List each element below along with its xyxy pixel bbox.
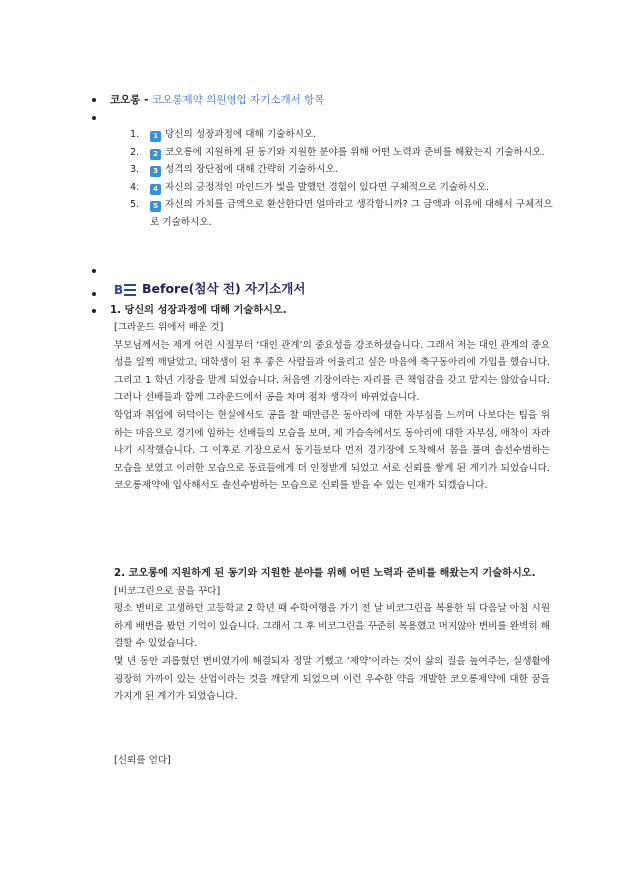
header-separator: - xyxy=(140,94,153,106)
section2-paragraph2: 몇 년 동안 괴롭혔던 변비였기에 해결되자 정말 기뻤고 ‘제약’이라는 것이 삶의 질을 높여주는, 실생활에 굉장히 가까이 있는 산업이라는 것을 깨닫게 되었으며 이런 우수한 약을 개발한 코오롱제약에 대한 꿈을 가지게 된 계기가 되었습니다. xyxy=(114,655,550,703)
section1-paragraph1: 부모님께서는 제게 어린 시절부터 ‘대인 관계’의 중요성을 강조하셨습니다. 그래서 저는 대인 관계의 중요성을 일찍 깨달았고, 대학생이 된 후 좋은 사람들과 어울리고 싶은 마음에 축구동아리에 가입을 했습니다. 그리고 1 학년 기장을 맡게 되었습니다. 처음엔 기장이라는 자리를 큰 책임감을 갖고 맡지는 않았습니다. 그러나 선배들과 함께 그라운드에서 공을 차며 점차 생각이 바뀌었습니다. xyxy=(114,339,550,404)
section2-subtitle: [비코그린으로 꿈을 꾸다] xyxy=(114,585,221,597)
logo-lines xyxy=(124,284,136,299)
question-item xyxy=(130,179,560,197)
question-item xyxy=(130,196,560,231)
number-badge-icon: 3 xyxy=(150,166,161,177)
section2-paragraph1: 평소 변비로 고생하던 고등학교 2 학년 때 수학여행을 가기 전 날 비코그린을 복용한 뒤 다음날 아침 시원하게 배변을 봤던 기억이 있습니다. 그래서 그 후 비코그린을 꾸준히 복용했고 머지않아 변비를 완벽히 해결할 수 있었습니다. xyxy=(114,603,550,650)
number-badge-icon: 4 xyxy=(150,184,161,195)
section3-subtitle: [신뢰를 얻다] xyxy=(114,755,171,766)
section1-paragraph2: 학업과 취업에 허덕이는 현실에서도 공을 찰 때만큼은 동아리에 대한 자부심을 느끼며 나보다는 팀을 위하는 마음으로 경기에 임하는 선배들의 모습을 보며, 제 가슴속에서도 동아리에 대한 자부심, 애착이 자라나기 시작했습니다. 그 이후로 기장으로서 동기들보다 먼저 경기장에 도착해서 몸을 풀며 솔선수범하는 모습을 보였고 이러한 모습으로 동료들에게 더 인정받게 되었고 서로 신뢰를 쌓게 된 계기가 되었습니다. 코오롱제약에 입사해서도 솔선수범하는 모습으로 신뢰를 받을 수 있는 인재가 되겠습니다. xyxy=(114,409,550,492)
question-number: 3. xyxy=(130,164,140,175)
header-title-link[interactable]: 코오롱제약 의원영업 자기소개서 항목 xyxy=(152,94,325,106)
before-logo-icon xyxy=(112,280,138,298)
section2-heading: 2. 코오롱에 지원하게 된 동기와 지원한 분야를 위해 어떤 노력과 준비를 해왔는지 기술하시오. xyxy=(114,568,536,579)
bullet-dot xyxy=(92,98,96,102)
questions-list xyxy=(130,126,560,231)
question-text: 자신의 가치를 금액으로 환산한다면 얼마라고 생각합니까? 그 금액과 이유에 대해서 구체적으로 기술하시오. xyxy=(150,199,553,228)
question-text: 당신의 성장과정에 대해 기술하시오. xyxy=(165,129,317,140)
number-badge-icon: 5 xyxy=(150,201,161,212)
question-item xyxy=(130,126,560,144)
question-number: 5. xyxy=(130,199,140,210)
section3-body xyxy=(114,752,550,770)
number-badge-icon: 2 xyxy=(150,149,161,160)
question-number: 4. xyxy=(130,181,140,193)
number-badge-icon: 1 xyxy=(150,131,161,142)
question-text: 코오롱에 지원하게 된 동기와 지원한 분야를 위해 어떤 노력과 준비를 해왔는지 기술하시오. xyxy=(165,146,545,158)
question-text: 자신의 긍정적인 마인드가 빛을 발했던 경험이 있다면 구체적으로 기술하시오. xyxy=(165,181,490,193)
section1-subtitle: [그라운드 위에서 배운 것] xyxy=(114,322,224,333)
section1-body xyxy=(114,319,550,495)
bullet-dot xyxy=(92,309,96,313)
logo-letter: B xyxy=(114,283,124,297)
bullet-dot xyxy=(92,292,96,296)
question-item xyxy=(130,161,560,179)
question-item xyxy=(130,144,560,162)
bullet-dot xyxy=(92,269,96,273)
header-line xyxy=(110,93,324,107)
question-text: 성격의 장단점에 대해 간략히 기술하시오. xyxy=(165,164,338,175)
section1-heading: 1. 당신의 성장과정에 대해 기술하시오. xyxy=(110,305,287,316)
banner-title: Before(첨삭 전) 자기소개서 xyxy=(142,281,306,296)
question-number: 2. xyxy=(130,146,140,158)
company-name: 코오롱 xyxy=(110,94,141,106)
question-number: 1. xyxy=(130,129,140,140)
section2-body xyxy=(114,565,550,706)
bullet-dot xyxy=(92,116,96,120)
